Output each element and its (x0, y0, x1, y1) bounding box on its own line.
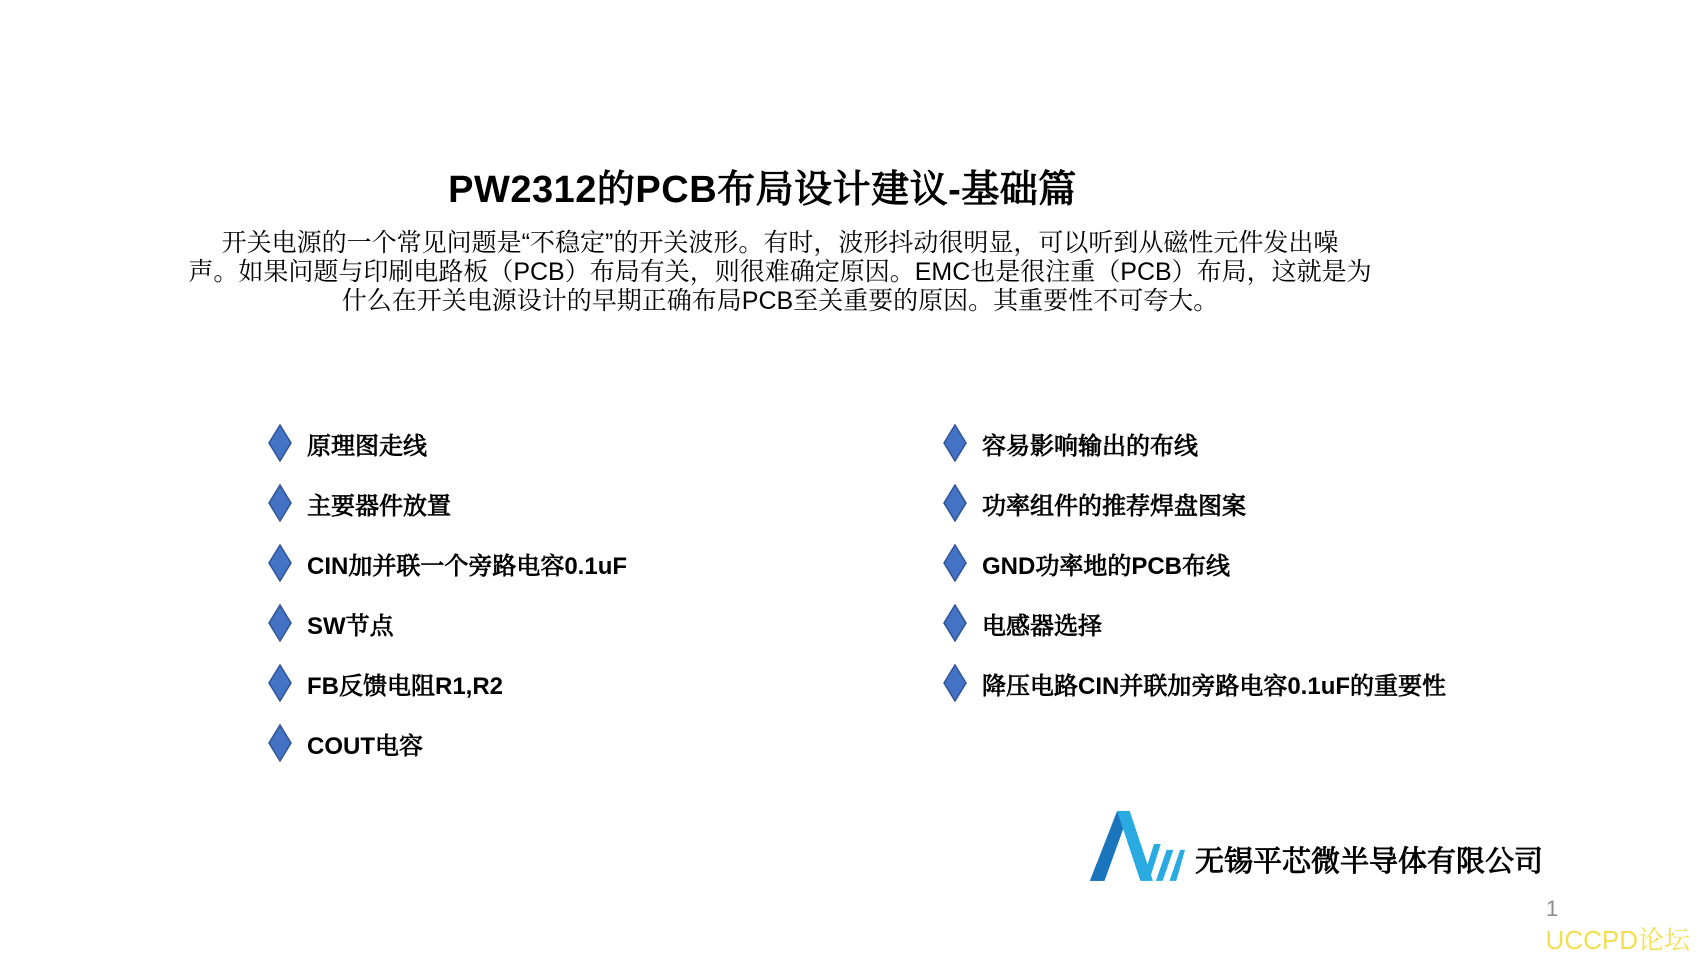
watermark-text: UCCPD论坛 (1545, 925, 1690, 955)
bullet-label: 主要器件放置 (307, 492, 451, 520)
bullet-item (943, 473, 1446, 533)
bullet-item (268, 413, 627, 473)
bullet-label: CIN加并联一个旁路电容0.1uF (307, 552, 628, 580)
bullet-item (943, 593, 1446, 653)
intro-paragraph (70, 229, 1490, 316)
diamond-bullet-icon (268, 724, 292, 762)
diamond-bullet-icon (268, 424, 292, 462)
bullet-label: 降压电路CIN并联加旁路电容0.1uF的重要性 (982, 672, 1447, 700)
diamond-bullet-icon (943, 604, 967, 642)
diamond-bullet-icon (943, 424, 967, 462)
bullet-label: SW节点 (307, 612, 394, 640)
bullet-item (943, 653, 1446, 713)
bullet-item (268, 653, 627, 713)
company-name: 无锡平芯微半导体有限公司 (1195, 846, 1544, 878)
diamond-bullet-icon (268, 484, 292, 522)
intro-line-2: 声。如果问题与印刷电路板（PCB）布局有关，则很难确定原因。EMC也是很注重（PCB）布局，这就是为 (188, 258, 1372, 286)
diamond-bullet-icon (943, 544, 967, 582)
bullet-label: COUT电容 (307, 732, 423, 760)
bullet-label: FB反馈电阻R1,R2 (307, 672, 504, 700)
diamond-bullet-icon (268, 664, 292, 702)
diamond-bullet-icon (268, 544, 292, 582)
bullet-list-right (943, 413, 1446, 713)
diamond-bullet-icon (943, 484, 967, 522)
page-number: 1 (1546, 896, 1559, 921)
intro-line-3: 什么在开关电源设计的早期正确布局PCB至关重要的原因。其重要性不可夸大。 (341, 287, 1219, 315)
bullet-label: 原理图走线 (307, 432, 427, 460)
bullet-item (943, 533, 1446, 593)
bullet-item (268, 533, 627, 593)
company-logo (1088, 804, 1543, 884)
diamond-bullet-icon (943, 664, 967, 702)
bullet-item (268, 713, 627, 773)
company-logo-icon (1088, 804, 1185, 884)
intro-line-1: 开关电源的一个常见问题是“不稳定”的开关波形。有时，波形抖动很明显，可以听到从磁性元件发出噪 (221, 229, 1339, 257)
bullet-label: 容易影响输出的布线 (982, 432, 1198, 460)
bullet-item (943, 413, 1446, 473)
bullet-label: GND功率地的PCB布线 (982, 552, 1231, 580)
bullet-list-left (268, 413, 627, 773)
slide-title: PW2312的PCB布局设计建议-基础篇 (448, 169, 1077, 211)
bullet-item (268, 593, 627, 653)
bullet-label: 电感器选择 (982, 612, 1102, 640)
bullet-label: 功率组件的推荐焊盘图案 (982, 492, 1246, 520)
diamond-bullet-icon (268, 604, 292, 642)
bullet-item (268, 473, 627, 533)
